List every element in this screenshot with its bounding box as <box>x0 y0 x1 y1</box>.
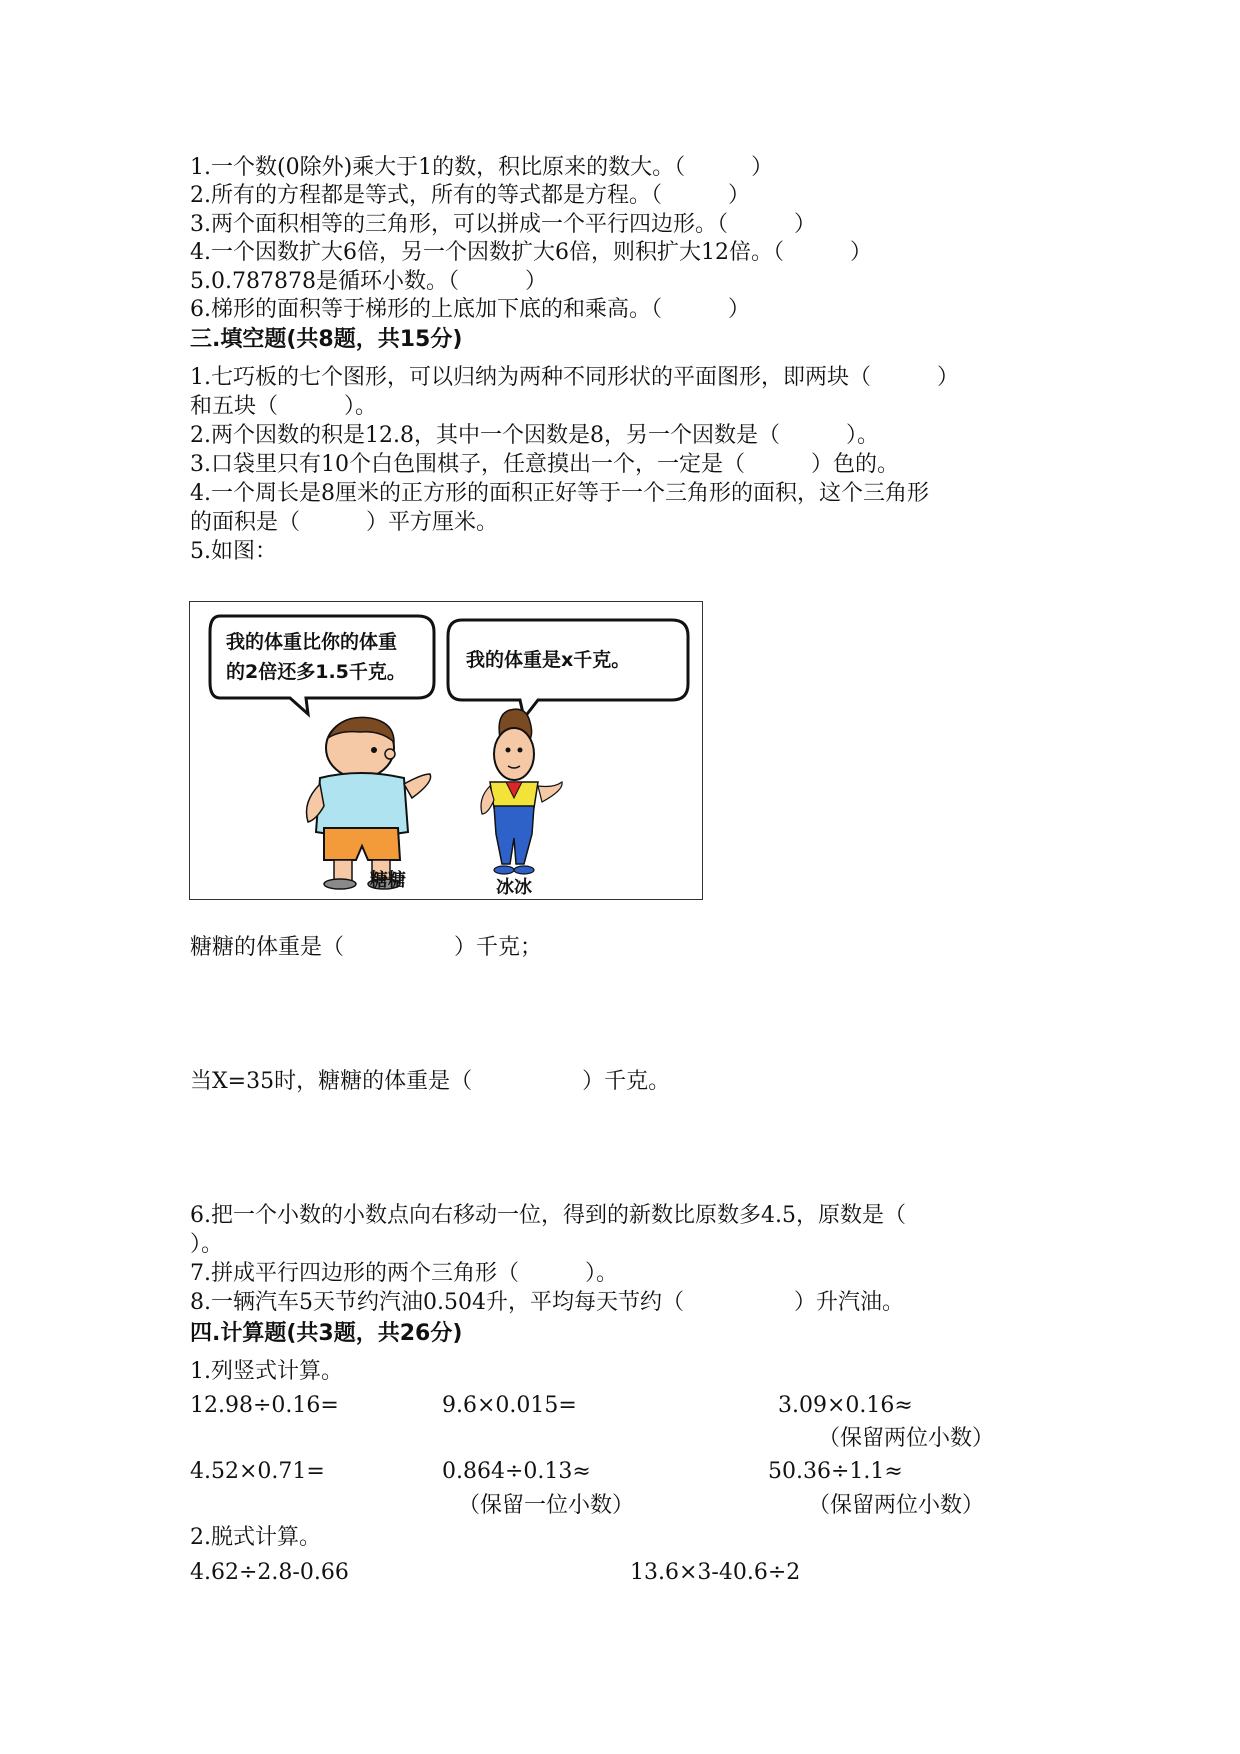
judge-item-3: 3.两个面积相等的三角形，可以拼成一个平行四边形。（ ） <box>190 212 816 237</box>
cartoon-figure <box>189 601 703 900</box>
judge-item-6: 6.梯形的面积等于梯形的上底加下底的和乘高。（ ） <box>190 297 750 322</box>
fill-q5-label: 5.如图： <box>190 539 277 564</box>
calc-row2-col2: 0.864÷0.13≈ <box>442 1459 591 1484</box>
calc-row1-col1: 12.98÷0.16= <box>190 1393 339 1418</box>
right-bubble-text: 我的体重是x千克。 <box>466 649 631 671</box>
fill-q1-line2: 和五块（ ）。 <box>190 394 378 419</box>
calc-row1-note: （保留两位小数） <box>818 1426 995 1451</box>
judge-item-2: 2.所有的方程都是等式，所有的等式都是方程。（ ） <box>190 183 750 208</box>
fill-q6-line2: ）。 <box>190 1232 224 1257</box>
section4-title: 四.计算题(共3题，共26分) <box>190 1321 463 1346</box>
fill-q4-line1: 4.一个周长是8厘米的正方形的面积正好等于一个三角形的面积，这个三角形 <box>190 481 929 506</box>
calc-q2-label: 2.脱式计算。 <box>190 1525 321 1550</box>
calc-row2-note-right: （保留两位小数） <box>808 1493 985 1518</box>
fill-q1-line1: 1.七巧板的七个图形，可以归纳为两种不同形状的平面图形，即两块（ ） <box>190 365 959 390</box>
chubby-boy <box>307 717 431 889</box>
left-name: 糖糖 <box>370 870 406 891</box>
fill-q2: 2.两个因数的积是12.8，其中一个因数是8，另一个因数是（ ）。 <box>190 423 879 448</box>
fill-q8: 8.一辆汽车5天节约汽油0.504升，平均每天节约（ ）升汽油。 <box>190 1290 904 1315</box>
thin-boy <box>481 709 562 874</box>
judge-item-1: 1.一个数(0除外)乘大于1的数，积比原来的数大。（ ） <box>190 155 774 180</box>
calc-row2-col3: 50.36÷1.1≈ <box>768 1459 903 1484</box>
fill-q6-line1: 6.把一个小数的小数点向右移动一位，得到的新数比原数多4.5，原数是（ <box>190 1203 906 1228</box>
fill-q7: 7.拼成平行四边形的两个三角形（ ）。 <box>190 1261 618 1286</box>
left-bubble-line1: 我的体重比你的体重 <box>226 631 398 653</box>
calc-q1-label: 1.列竖式计算。 <box>190 1359 343 1384</box>
calc-row1-col3: 3.09×0.16≈ <box>778 1393 913 1418</box>
right-name: 冰冰 <box>496 877 532 898</box>
cartoon-illustration <box>190 602 702 899</box>
calc-row2-note-mid: （保留一位小数） <box>458 1493 635 1518</box>
calc-row2-col1: 4.52×0.71= <box>190 1459 325 1484</box>
left-bubble-line2: 的2倍还多1.5千克。 <box>226 661 406 683</box>
section3-title: 三.填空题(共8题，共15分) <box>190 327 463 352</box>
fill-q5-part2: 当X=35时，糖糖的体重是（ ）千克。 <box>190 1069 671 1094</box>
fill-q3: 3.口袋里只有10个白色围棋子，任意摸出一个，一定是（ ）色的。 <box>190 452 899 477</box>
judge-item-4: 4.一个因数扩大6倍，另一个因数扩大6倍，则积扩大12倍。（ ） <box>190 240 872 265</box>
fill-q4-line2: 的面积是（ ）平方厘米。 <box>190 510 499 535</box>
judge-item-5: 5.0.787878是循环小数。（ ） <box>190 269 547 294</box>
calc-row3-col2: 13.6×3-40.6÷2 <box>630 1560 801 1585</box>
calc-row3-col1: 4.62÷2.8-0.66 <box>190 1560 349 1585</box>
fill-q5-part1: 糖糖的体重是（ ）千克； <box>190 935 543 960</box>
calc-row1-col2: 9.6×0.015= <box>442 1393 577 1418</box>
